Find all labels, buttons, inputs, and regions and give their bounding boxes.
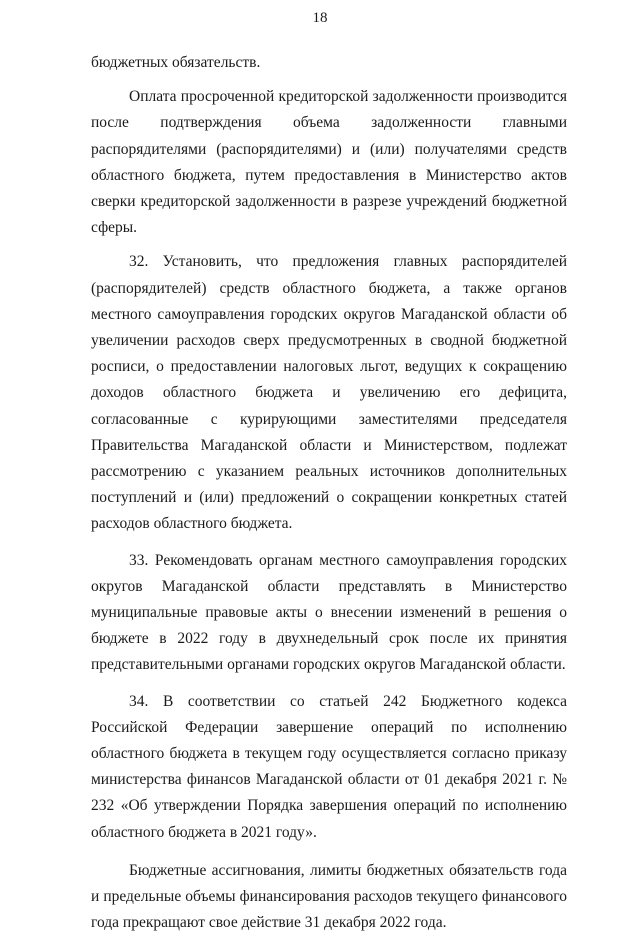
document-body xyxy=(91,50,567,937)
paragraph-clause-33: 33. Рекомендовать органам местного самоуправления городских округов Магаданской области представлять в Министерство муниципальные правовые акты о внесении изменений в решения о бюджете в 2022 году в двухнедельный срок после их принятия представительными органами городских округов Магаданской области. xyxy=(91,551,567,674)
paragraph-continuation: бюджетных обязательств. xyxy=(91,54,261,71)
page-number: 18 xyxy=(312,10,328,26)
paragraph-payment-of-arrears: Оплата просроченной кредиторской задолженности производится после подтверждения объема задолженности главными распорядителями (распорядителями) и (или) получателями средств областного бюджета, путем предоставления в Министерство актов сверки кредиторской задолженности в разрезе учреждений бюджетной сферы. xyxy=(91,88,567,237)
paragraph-clause-34: 34. В соответствии со статьей 242 Бюджетного кодекса Российской Федерации завершение операций по исполнению областного бюджета в текущем году осуществляется согласно приказу министерства финансов Магаданской области от 01 декабря 2021 г. № 232 «Об утверждении Порядка завершения операций по исполнению областного бюджета в 2021 году». xyxy=(91,692,567,841)
paragraph-budget-allocations: Бюджетные ассигнования, лимиты бюджетных обязательств года и предельные объемы финансирования расходов текущего финансового года прекращают свое действие 31 декабря 2022 года. xyxy=(91,861,567,932)
paragraph-clause-32: 32. Установить, что предложения главных распорядителей (распорядителей) средств областного бюджета, а также органов местного самоуправления городских округов Магаданской области об увеличении расходов сверх предусмотренных в сводной бюджетной росписи, о предоставлении налоговых льгот, ведущих к сокращению доходов областного бюджета и увеличению его дефицита, согласованные с курирующими заместителями председателя Правительства Магаданской области и Министерством, подлежат рассмотрению с указанием реальных источников дополнительных поступлений и (или) предложений о сокращении конкретных статей расходов областного бюджета. xyxy=(91,253,567,533)
